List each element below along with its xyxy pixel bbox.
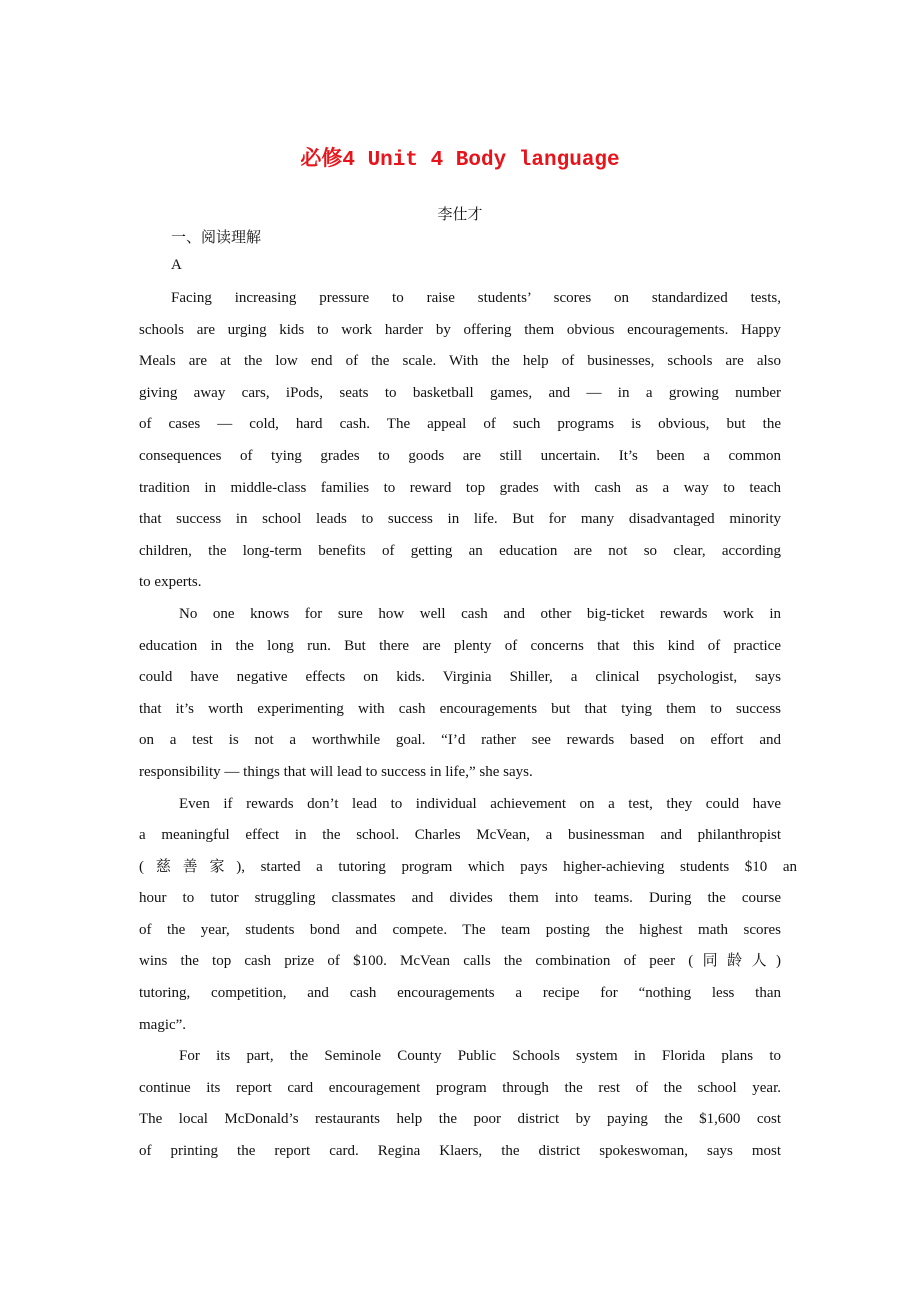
text-line: Even if rewards don’t lead to individual achievement on a test, they could have (179, 795, 781, 812)
text-line: giving away cars, iPods, seats to basketball games, and — in a growing number (139, 384, 781, 401)
text-line: could have negative effects on kids. Virginia Shiller, a clinical psychologist, says (139, 669, 781, 686)
text-line: magic”. (139, 1016, 187, 1033)
text-line: The local McDonald’s restaurants help the poor district by paying the $1,600 cost (139, 1111, 781, 1128)
author: 李仕才 (437, 207, 483, 223)
text-line: wins the top cash prize of $100. McVean calls the combination of peer (同龄人) (139, 953, 781, 970)
passage-body (139, 287, 797, 1172)
text-line: that success in school leads to success in life. But for many disadvantaged minority (139, 511, 781, 528)
text-line: tradition in middle-class families to reward top grades with cash as a way to teach (139, 479, 781, 496)
text-line: to experts. (139, 574, 202, 591)
text-line: a meaningful effect in the school. Charles McVean, a businessman and philanthropist (139, 827, 781, 844)
text-line: Facing increasing pressure to raise students’ scores on standardized tests, (171, 290, 781, 306)
text-line: (慈善家), started a tutoring program which pays higher-achieving students $10 an (139, 858, 797, 875)
text-line: No one knows for sure how well cash and other big-ticket rewards work in (179, 605, 781, 622)
passage-label: A (171, 257, 182, 273)
text-line: of printing the report card. Regina Klaers, the district spokeswoman, says most (139, 1143, 781, 1160)
text-line: Meals are at the low end of the scale. With the help of businesses, schools are also (139, 353, 781, 370)
page-title: 必修4 Unit 4 Body language (300, 149, 620, 172)
text-line: schools are urging kids to work harder by offering them obvious encouragements. Happy (139, 321, 781, 338)
text-line: responsibility — things that will lead to success in life,” she says. (139, 763, 533, 780)
text-line: tutoring, competition, and cash encouragements a recipe for “nothing less than (139, 985, 781, 1002)
text-line: on a test is not a worthwhile goal. “I’d rather see rewards based on effort and (139, 732, 781, 749)
text-line: hour to tutor struggling classmates and divides them into teams. During the course (139, 890, 781, 907)
text-line: For its part, the Seminole County Public Schools system in Florida plans to (179, 1048, 781, 1065)
text-line: education in the long run. But there are plenty of concerns that this kind of practice (139, 637, 781, 654)
text-line: of the year, students bond and compete. The team posting the highest math scores (139, 921, 781, 938)
text-line: that it’s worth experimenting with cash encouragements but that tying them to success (139, 700, 781, 717)
text-line: of cases — cold, hard cash. The appeal of such programs is obvious, but the (139, 416, 781, 433)
text-line: continue its report card encouragement program through the rest of the school year. (139, 1079, 781, 1096)
text-line: children, the long-term benefits of getting an education are not so clear, according (139, 542, 781, 559)
section-heading: 一、阅读理解 (171, 230, 262, 246)
text-line: consequences of tying grades to goods are still uncertain. It’s been a common (139, 447, 781, 464)
